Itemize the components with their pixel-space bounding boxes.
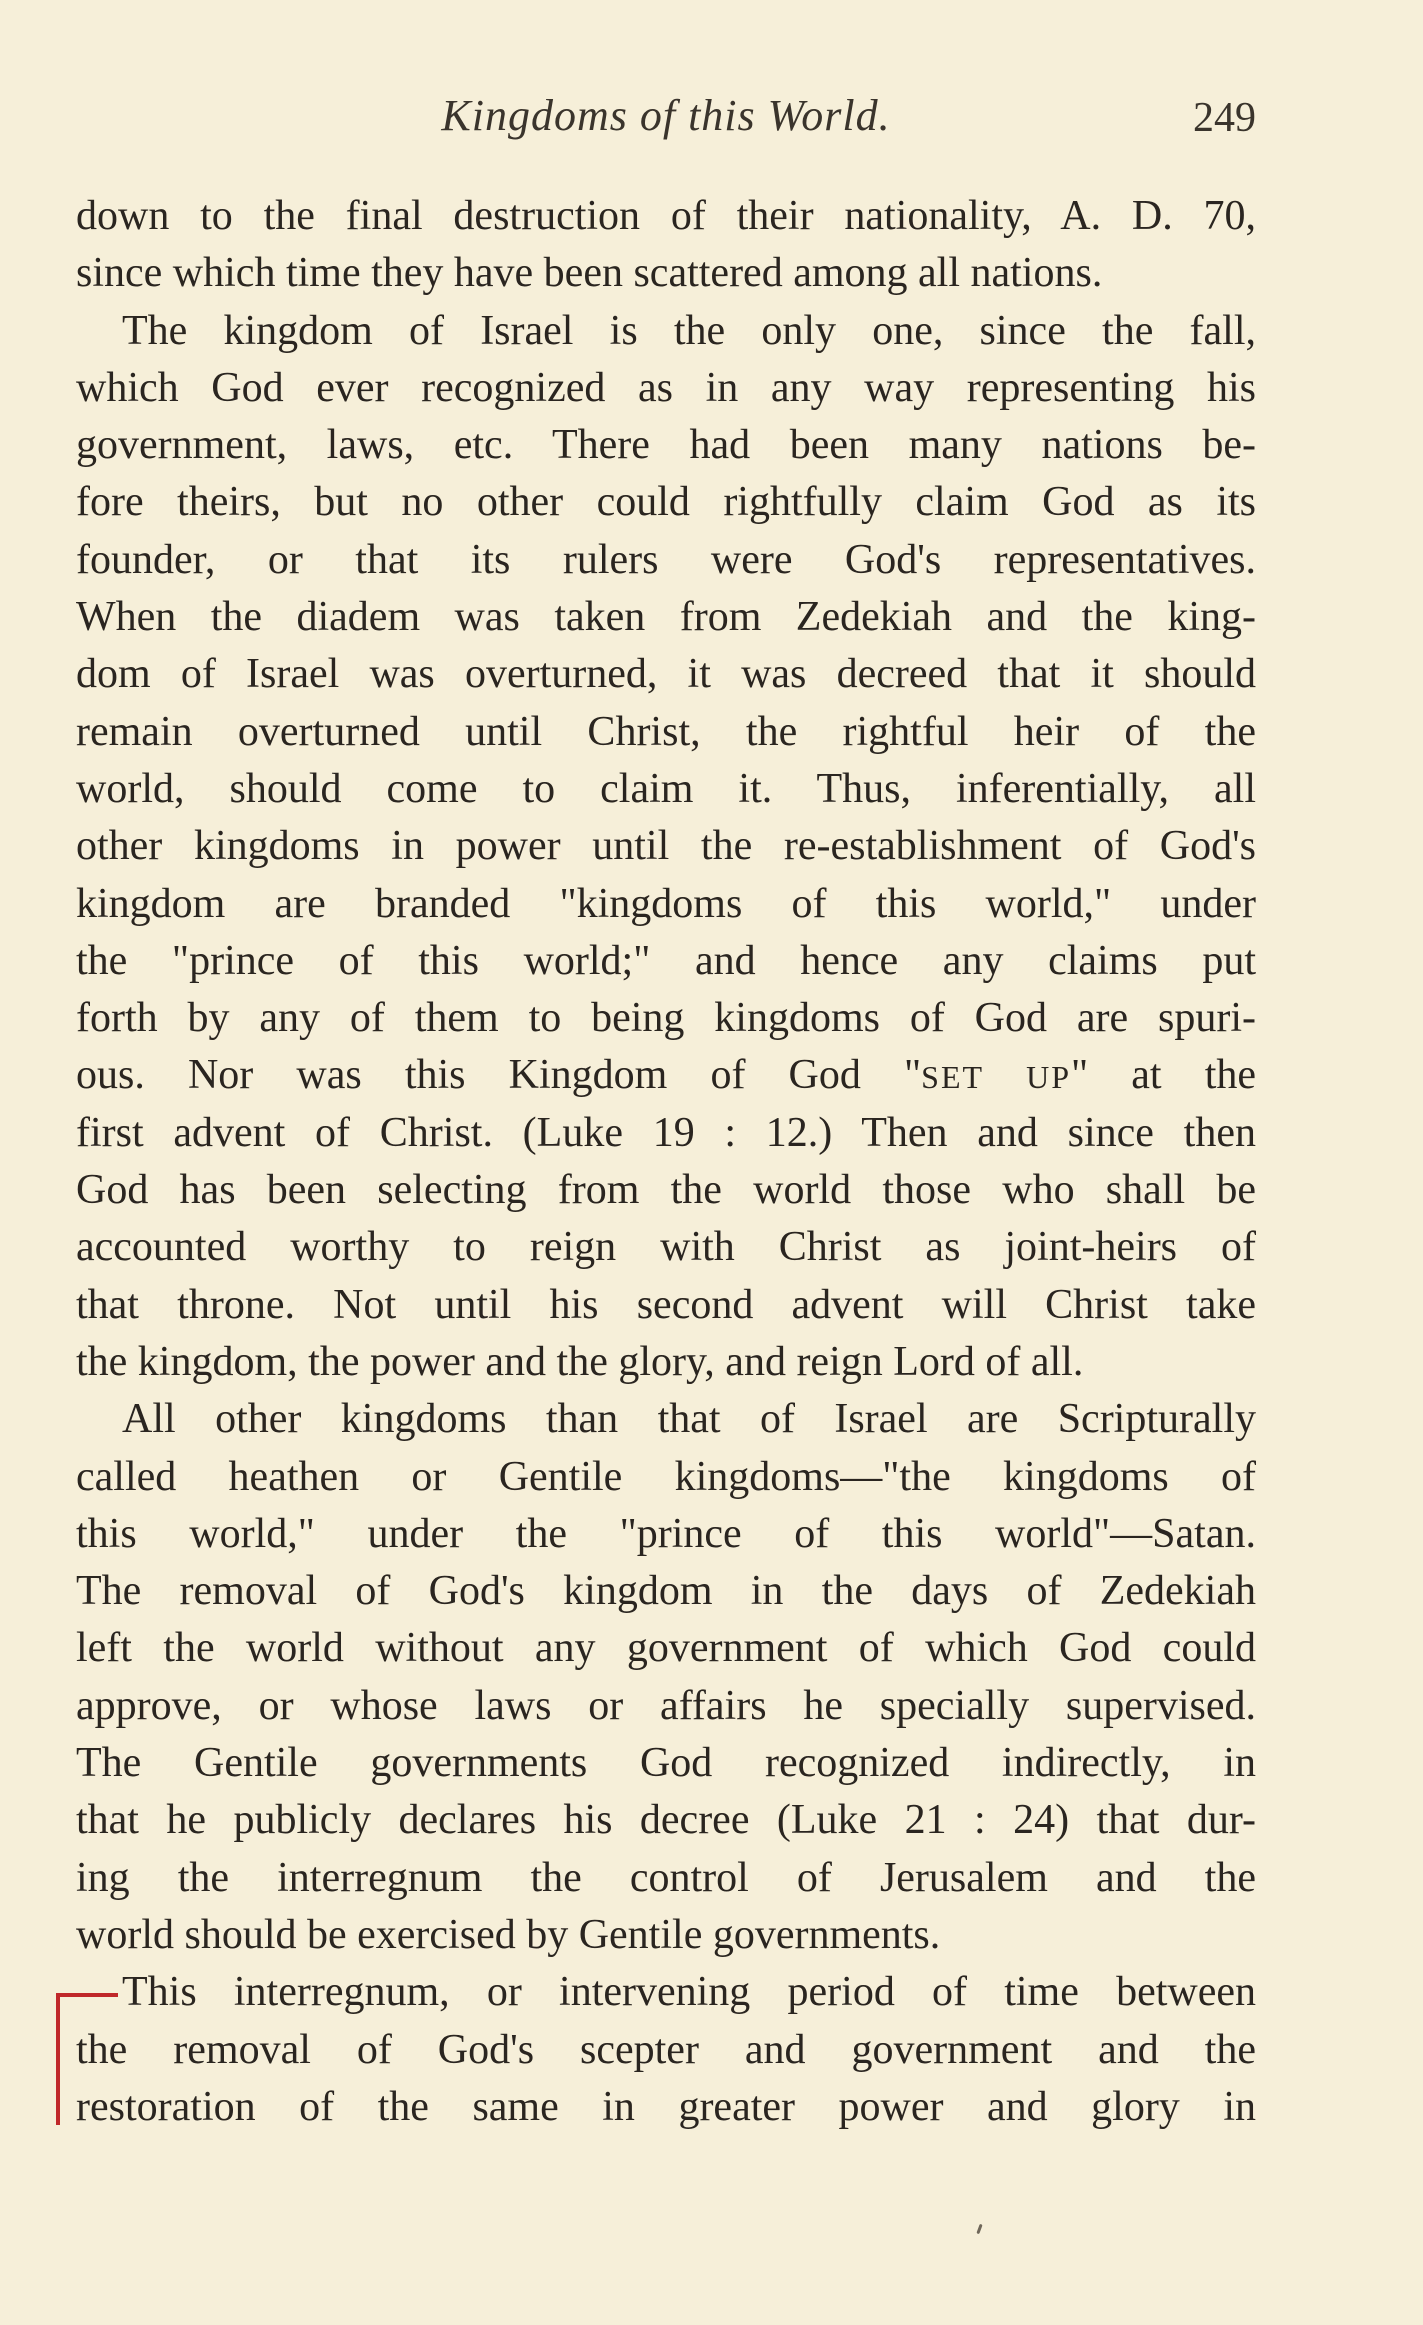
text-line: The removal of God's kingdom in the days of Zedekiah xyxy=(76,1568,1256,1615)
text-line: accounted worthy to reign with Christ as joint-heirs of xyxy=(76,1224,1256,1271)
text-line: fore theirs, but no other could rightfully claim God as its xyxy=(76,479,1256,526)
text-line: this world," under the "prince of this world"—Satan. xyxy=(76,1510,1256,1557)
text-line: This interregnum, or intervening period of time between xyxy=(122,1969,1256,2016)
text-line: founder, or that its rulers were God's representatives. xyxy=(76,536,1256,583)
text-line: the "prince of this world;" and hence any claims put xyxy=(76,937,1256,984)
text-line: God has been selecting from the world those who shall be xyxy=(76,1167,1256,1214)
text-line: other kingdoms in power until the re-establishment of God's xyxy=(76,823,1256,870)
page-number: 249 xyxy=(1193,95,1256,141)
page-header xyxy=(76,90,1256,150)
text-line: the kingdom, the power and the glory, and reign Lord of all. xyxy=(76,1338,1084,1385)
margin-marker-bracket xyxy=(56,1993,60,2125)
text-line-smallcaps: ous. Nor was this Kingdom of God "SET UP" at the xyxy=(76,1052,1257,1099)
text-line: approve, or whose laws or affairs he specially supervised. xyxy=(76,1682,1256,1729)
text-line: All other kingdoms than that of Israel are Scripturally xyxy=(122,1396,1256,1443)
text-line: since which time they have been scattered among all nations. xyxy=(76,250,1103,297)
paper-speck xyxy=(976,2224,982,2234)
text-line: kingdom are branded "kingdoms of this world," under xyxy=(76,880,1256,927)
text-line: left the world without any government of which God could xyxy=(76,1625,1256,1672)
text-line: The kingdom of Israel is the only one, since the fall, xyxy=(122,307,1256,354)
text-line: world, should come to claim it. Thus, inferentially, all xyxy=(76,765,1256,812)
text-line: ing the interregnum the control of Jerusalem and the xyxy=(76,1854,1256,1901)
text-line: the removal of God's scepter and government and the xyxy=(76,2026,1256,2073)
text-line: forth by any of them to being kingdoms of God are spuri- xyxy=(76,995,1256,1042)
text-line: world should be exercised by Gentile governments. xyxy=(76,1911,941,1958)
text-line: government, laws, etc. There had been many nations be- xyxy=(76,422,1256,469)
text-line: down to the final destruction of their nationality, A. D. 70, xyxy=(76,193,1256,239)
text-line: that throne. Not until his second advent will Christ take xyxy=(76,1281,1256,1328)
text-line: first advent of Christ. (Luke 19 : 12.) Then and since then xyxy=(76,1109,1256,1156)
text-line: dom of Israel was overturned, it was decreed that it should xyxy=(76,651,1256,698)
smallcaps-phrase: SET UP xyxy=(921,1059,1071,1096)
body-text xyxy=(76,188,1256,2136)
text-line: remain overturned until Christ, the rightful heir of the xyxy=(76,708,1256,755)
text-line: The Gentile governments God recognized indirectly, in xyxy=(76,1740,1256,1787)
margin-marker-rule xyxy=(56,1993,118,1997)
text-line: that he publicly declares his decree (Luke 21 : 24) that dur- xyxy=(76,1797,1256,1844)
text-line: restoration of the same in greater power and glory in xyxy=(76,2083,1256,2130)
text-line: When the diadem was taken from Zedekiah and the king- xyxy=(76,594,1256,641)
text-line: which God ever recognized as in any way representing his xyxy=(76,364,1256,411)
running-head: Kingdoms of this World. xyxy=(441,91,891,140)
text-line: called heathen or Gentile kingdoms—"the kingdoms of xyxy=(76,1453,1256,1500)
